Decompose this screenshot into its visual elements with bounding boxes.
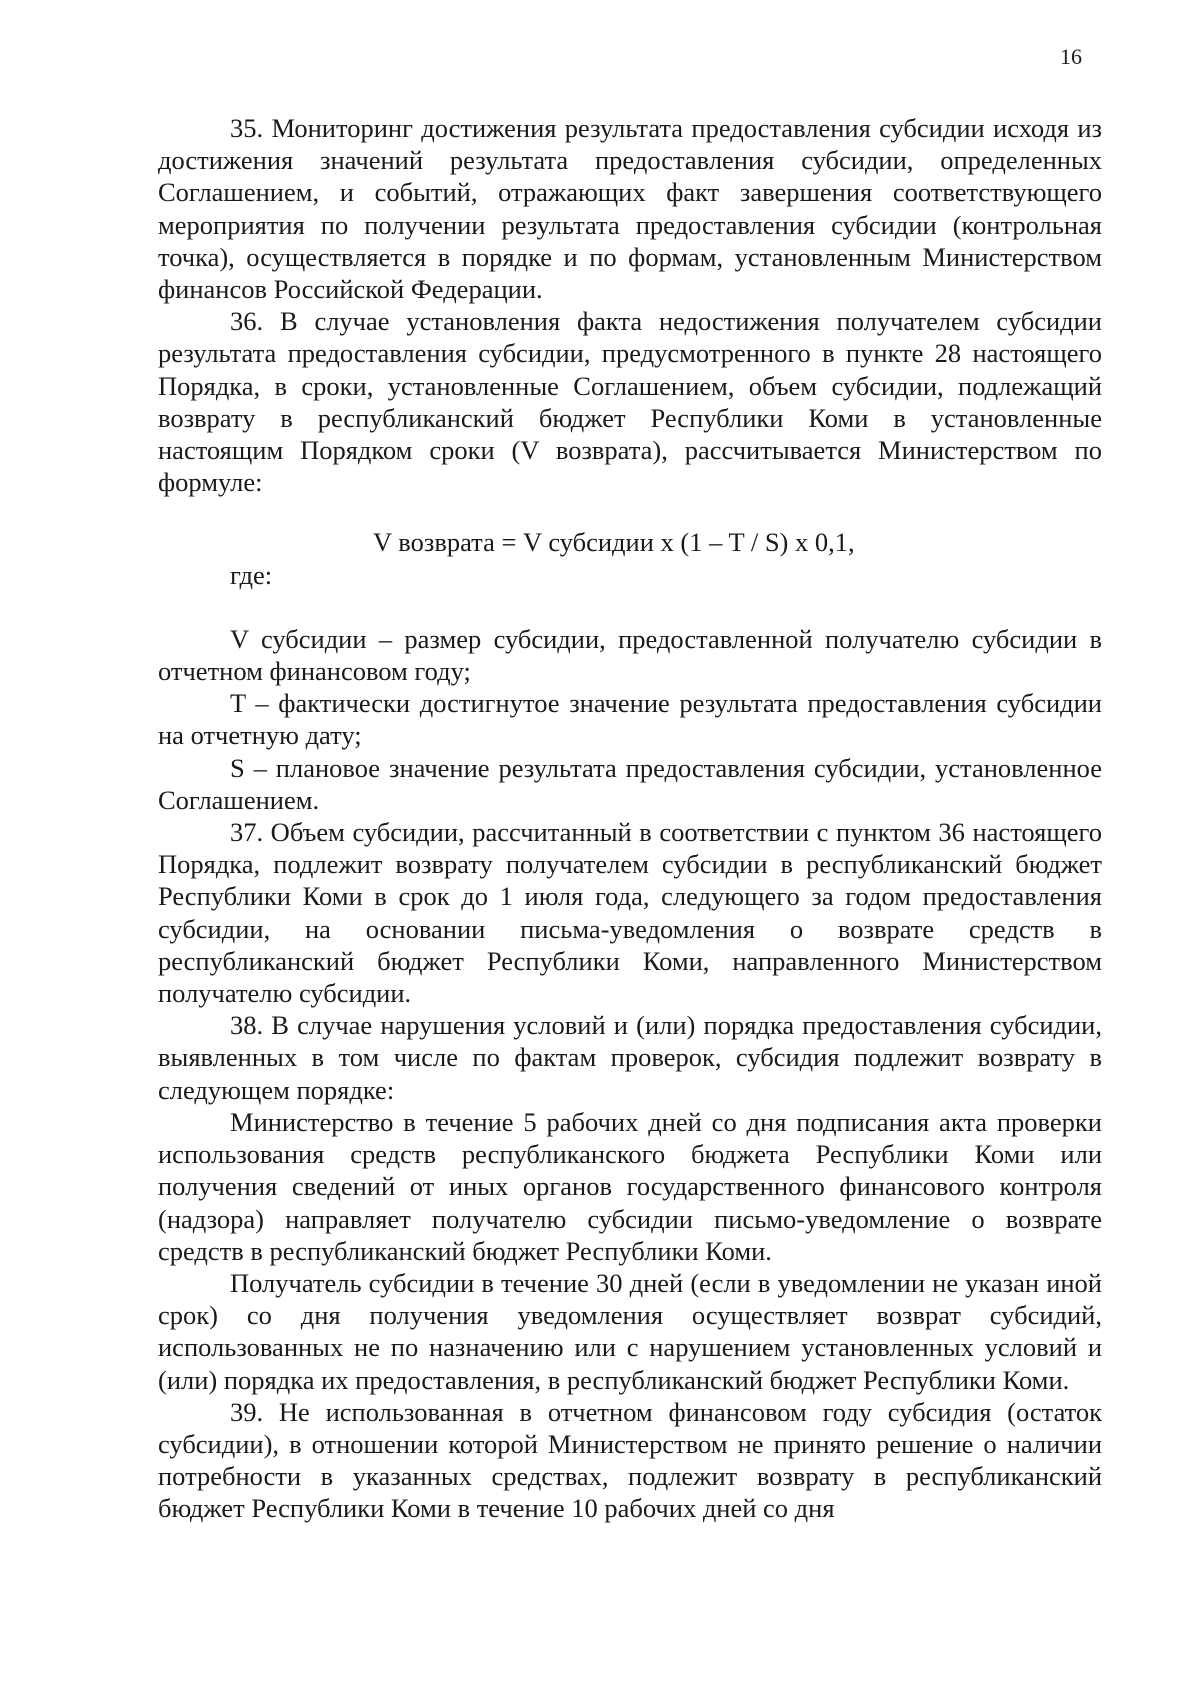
paragraph-38-ministry: Министерство в течение 5 рабочих дней со дня подписания акта проверки использования средств республиканского бюджета Республики Коми или получения сведений от иных органов государственного финансового контроля (надзора) направляет получателю субсидии письмо-уведомление о возврате средств в республиканский бюджет Республики Коми. bbox=[158, 1106, 1102, 1266]
paragraph-38: 38. В случае нарушения условий и (или) порядка предоставления субсидии, выявленных в том числе по фактам проверок, субсидия подлежит возврату в следующем порядке: bbox=[158, 1010, 1102, 1105]
paragraph-37: 37. Объем субсидии, рассчитанный в соответствии с пунктом 36 настоящего Порядка, подлежит возврату получателем субсидии в республиканский бюджет Республики Коми в срок до 1 июля года, следующего за годом предоставления субсидии, на основании письма-уведомления о возврате средств в республиканский бюджет Республики Коми, направленного Министерством получателю субсидии. bbox=[158, 817, 1102, 1009]
document-body bbox=[158, 112, 1102, 1525]
page-number: 16 bbox=[1060, 44, 1082, 69]
paragraph-39: 39. Не использованная в отчетном финансовом году субсидия (остаток субсидии), в отношении которой Министерством не принято решение о наличии потребности в указанных средствах, подлежит возврату в республиканский бюджет Республики Коми в течение 10 рабочих дней со дня bbox=[158, 1396, 1102, 1524]
paragraph-36: 36. В случае установления факта недостижения получателем субсидии результата предоставления субсидии, предусмотренного в пункте 28 настоящего Порядка, в сроки, установленные Соглашением, объем субсидии, подлежащий возврату в республиканский бюджет Республики Коми в установленные настоящим Порядком сроки (V возврата), рассчитывается Министерством по формуле: bbox=[158, 306, 1102, 498]
definition-v-subsidy: V субсидии – размер субсидии, предоставленной получателю субсидии в отчетном финансовом году; bbox=[158, 623, 1102, 687]
formula-where-label: где: bbox=[230, 559, 273, 590]
definition-t: T – фактически достигнутое значение результата предоставления субсидии на отчетную дату; bbox=[158, 688, 1102, 751]
paragraph-38-recipient: Получатель субсидии в течение 30 дней (если в уведомлении не указан иной срок) со дня получения уведомления осуществляет возврат субсидий, использованных не по назначению или с нарушением установленных условий и (или) порядка их предоставления, в республиканский бюджет Республики Коми. bbox=[158, 1267, 1102, 1395]
definition-s: S – плановое значение результата предоставления субсидии, установленное Соглашением. bbox=[158, 752, 1102, 815]
return-formula: V возврата = V субсидии x (1 – T / S) x 0,1, bbox=[373, 527, 855, 558]
paragraph-35: 35. Мониторинг достижения результата предоставления субсидии исходя из достижения значений результата предоставления субсидии, определенных Соглашением, и событий, отражающих факт завершения соответствующего мероприятия по получении результата предоставления субсидии (контрольная точка), осуществляется в порядке и по формам, установленным Министерством финансов Российской Федерации. bbox=[158, 113, 1102, 305]
